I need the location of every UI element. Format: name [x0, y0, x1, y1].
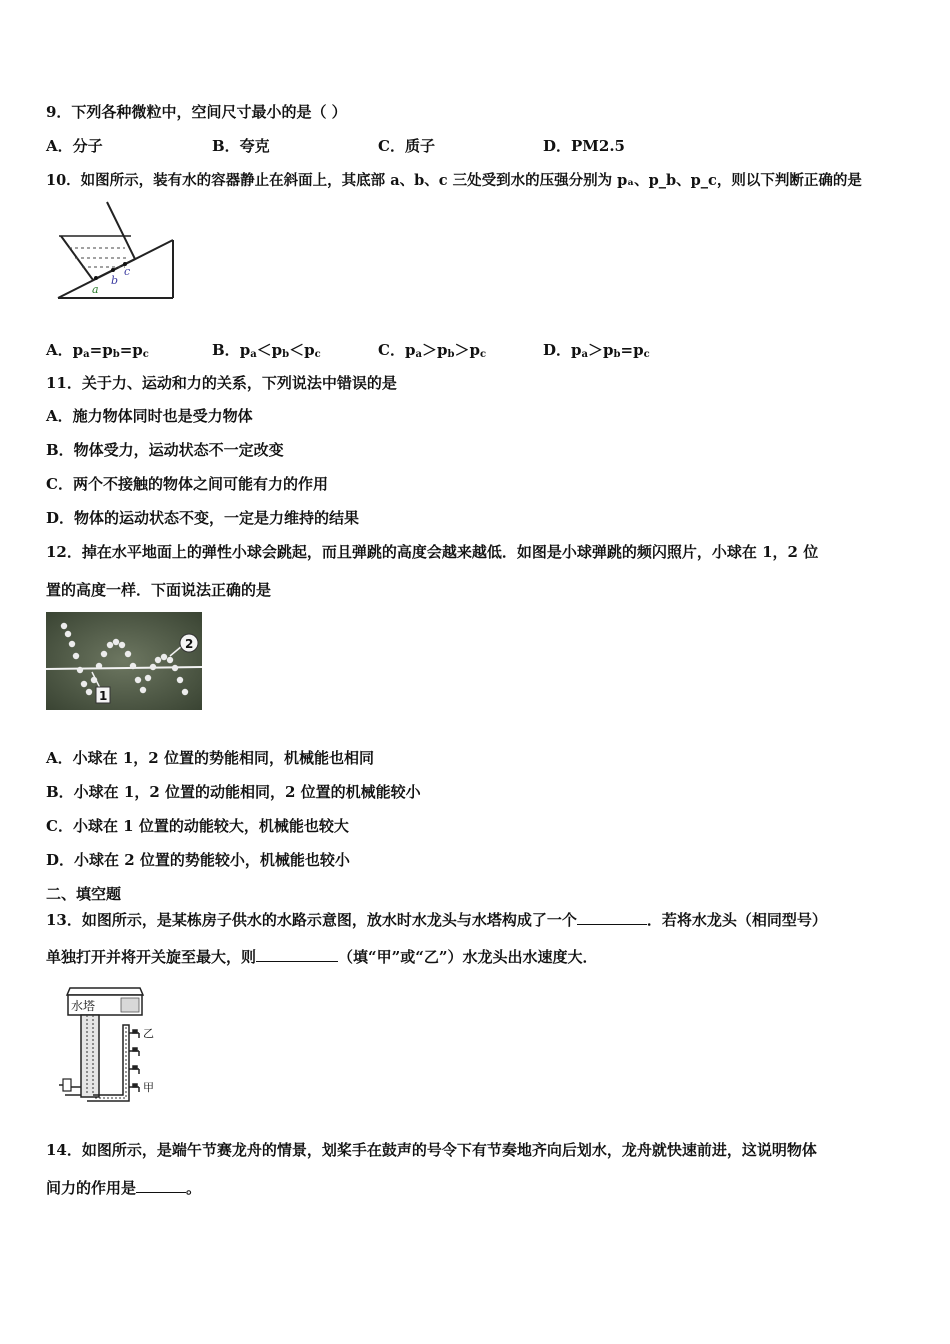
label-2: 2: [185, 637, 194, 651]
q10-figure-container-on-incline: [55, 200, 175, 302]
q14-stem-line1: 14．如图所示，是端午节赛龙舟的情景，划桨手在鼓声的号令下有节奏地齐向后划水，龙舟就快速前进，这说明物体: [46, 1141, 817, 1159]
q9-stem: 9．下列各种微粒中，空间尺寸最小的是（ ）: [46, 103, 347, 121]
section-title: 二、填空题: [46, 885, 122, 903]
faucet-label-top: 乙: [143, 1027, 154, 1040]
q10-option-c: C．$p_a>p_b>p_c$: [378, 341, 487, 360]
q12-option-a: A．小球在 1，2 位置的势能相同，机械能也相同: [46, 749, 374, 767]
q11-stem: 11．关于力、运动和力的关系，下列说法中错误的是: [46, 374, 397, 392]
option-letter: D．: [543, 341, 572, 359]
q13-stem-line1: 13．如图所示，是某栋房子供水的水路示意图，放水时水龙头与水塔构成了一个 ．若将水龙头（相同型号）: [46, 911, 827, 929]
q11-option-d: D．物体的运动状态不变，一定是力维持的结果: [46, 509, 360, 527]
q12-stem-line1: 12．掉在水平地面上的弹性小球会跳起，而且弹跳的高度会越来越低．如图是小球弹跳的频闪照片，小球在 1，2 位: [46, 543, 819, 561]
q9-option-c: C．质子: [378, 137, 435, 155]
q10-option-d: D．$p_a>p_b=p_c$: [543, 341, 650, 360]
tower-roof: [67, 988, 143, 995]
label-1: 1: [99, 689, 108, 703]
tower-column: [81, 1015, 99, 1097]
option-letter: B．: [212, 341, 240, 359]
q11-option-b: B．物体受力，运动状态不一定改变: [46, 441, 284, 459]
answer-blank-3[interactable]: [136, 1178, 186, 1193]
q13-stem-line2: 单独打开并将开关旋至最大，则 （填“甲”或“乙”）水龙头出水速度大．: [46, 948, 598, 966]
valve: [63, 1079, 71, 1091]
label-a: a: [92, 283, 99, 296]
q10-stem: 10．如图所示，装有水的容器静止在斜面上，其底部 a、b、c 三处受到水的压强分别为 pₐ、p_b、p_c，则以下判断正确的是: [46, 172, 862, 189]
q11-option-a: A．施力物体同时也是受力物体: [46, 407, 253, 425]
q10-option-a: A．$p_a=p_b=p_c$: [46, 341, 149, 360]
q12-option-d: D．小球在 2 位置的势能较小，机械能也较小: [46, 851, 350, 869]
q12-stem-line2: 置的高度一样．下面说法正确的是: [46, 581, 272, 599]
q11-option-c: C．两个不接触的物体之间可能有力的作用: [46, 475, 328, 493]
q9-option-d: D．PM2.5: [543, 137, 625, 155]
point-a: [94, 276, 98, 280]
answer-blank-1[interactable]: [577, 910, 647, 925]
point-b: [111, 268, 115, 272]
q10-option-b: B．$p_a<p_b<p_c$: [212, 341, 321, 360]
answer-blank-2[interactable]: [256, 947, 338, 962]
faucet-label-bottom: 甲: [143, 1081, 154, 1094]
q9-option-a: A．分子: [46, 137, 103, 155]
q9-option-b: B．夸克: [212, 137, 270, 155]
label-b: b: [111, 274, 119, 287]
q12-option-b: B．小球在 1，2 位置的动能相同，2 位置的机械能较小: [46, 783, 421, 801]
faucets: [129, 1030, 139, 1092]
option-letter: C．: [378, 341, 405, 359]
tower-label: 水塔: [71, 999, 96, 1013]
q12-option-c: C．小球在 1 位置的动能较大，机械能也较大: [46, 817, 349, 835]
q13-water-tower-diagram: [55, 985, 165, 1110]
label-c: c: [124, 265, 131, 278]
option-letter: A．: [46, 341, 73, 359]
q12-bouncing-ball-photo: [46, 612, 202, 710]
q14-stem-line2: 间力的作用是 。: [46, 1179, 202, 1197]
